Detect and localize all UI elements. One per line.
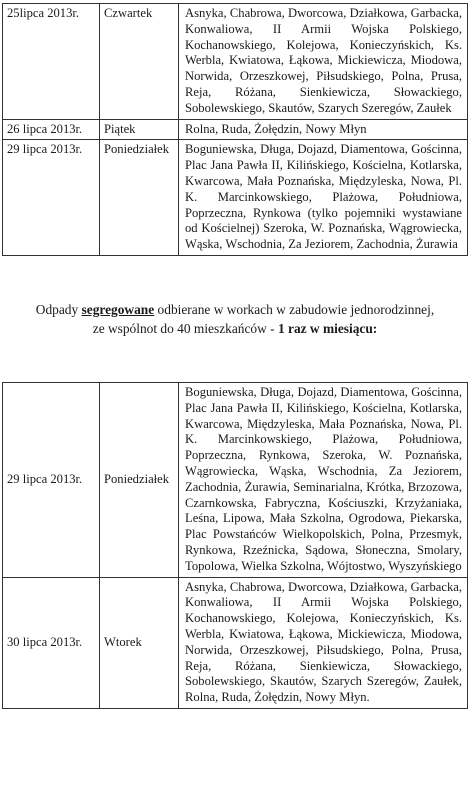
heading-text: odbierane w workach w zabudowie jednorodzinnej, (154, 302, 435, 317)
heading-frequency: 1 raz w miesiącu: (277, 321, 378, 336)
schedule-table-2 (2, 382, 468, 709)
table-row (3, 4, 468, 120)
heading-line-2 (0, 319, 470, 338)
streets-cell: Boguniewska, Długa, Dojazd, Diamentowa, Gościnna, Plac Jana Pawła II, Kilińskiego, Kościelna, Kotlarska, Kwarcowa, Mała Poznańska, Międzyleska, Nowa, Pl. K. Marcinkowskiego, Plażowa, Południowa, Poprzeczna, Rynkowa (tylko pojemniki wystawiane od Kościelnej) Szeroka, W. Poznańska, Wągrowiecka, Wąska, Wschodnia, Za Jeziorem, Zachodnia, Żurawia (179, 140, 468, 256)
section-heading (0, 300, 470, 338)
streets-cell: Asnyka, Chabrowa, Dworcowa, Działkowa, Garbacka, Konwaliowa, II Armii Wojska Polskiego, Kochanowskiego, Kolejowa, Konieczyńskich, Ks. Werbla, Kwiatowa, Łąkowa, Mickiewicza, Miodowa, Norwida, Orzeszkowej, Piłsudskiego, Polna, Prusa, Reja, Różana, Sienkiewicza, Słowackiego, Sobolewskiego, Skautów, Szarych Szeregów, Zaułek, Rolna, Ruda, Żołędzin, Nowy Młyn. (179, 577, 468, 708)
heading-line-1 (0, 300, 470, 319)
day-cell: Czwartek (100, 4, 179, 120)
table-row (3, 383, 468, 578)
date-cell: 29 lipca 2013r. (3, 140, 100, 256)
date-cell: 26 lipca 2013r. (3, 119, 100, 140)
table-row (3, 119, 468, 140)
heading-emphasis: segregowane (81, 302, 155, 317)
date-cell: 25lipca 2013r. (3, 4, 100, 120)
table-row (3, 140, 468, 256)
streets-cell: Boguniewska, Długa, Dojazd, Diamentowa, Gościnna, Plac Jana Pawła II, Kilińskiego, Kościelna, Kotlarska, Kwarcowa, Międzyleska, Mała Poznańska, Nowa, Pl. K. Marcinkowskiego, Plażowa, Południowa, Poprzeczna, Rynkowa, Szeroka, W. Poznańska, Wągrowiecka, Wąska, Wschodnia, Za Jeziorem, Zachodnia, Żurawia, Seminarialna, Krótka, Brzozowa, Czarnkowska, Fabryczna, Kościuszki, Krzyżaniaka, Leśna, Lipowa, Mała Szkolna, Ogrodowa, Piekarska, Plac Powstańców Wielkopolskich, Polna, Przesmyk, Rynkowa, Rzeźnicka, Sądowa, Słoneczna, Smolary, Topolowa, Wielka Szkolna, Wójtostwo, Wyszyńskiego (179, 383, 468, 578)
date-cell: 30 lipca 2013r. (3, 577, 100, 708)
day-cell: Poniedziałek (100, 383, 179, 578)
heading-text: ze wspólnot do 40 mieszkańców - (92, 321, 278, 336)
streets-cell: Rolna, Ruda, Żołędzin, Nowy Młyn (179, 119, 468, 140)
day-cell: Poniedziałek (100, 140, 179, 256)
heading-text: Odpady (35, 302, 82, 317)
schedule-table-1 (2, 3, 468, 256)
streets-cell: Asnyka, Chabrowa, Dworcowa, Działkowa, Garbacka, Konwaliowa, II Armii Wojska Polskiego, Kochanowskiego, Kolejowa, Konieczyńskich, Ks. Werbla, Kwiatowa, Łąkowa, Mickiewicza, Miodowa, Norwida, Orzeszkowej, Piłsudskiego, Polna, Prusa, Reja, Różana, Sienkiewicza, Słowackiego, Sobolewskiego, Skautów, Szarych Szeregów, Zaułek (179, 4, 468, 120)
date-cell: 29 lipca 2013r. (3, 383, 100, 578)
table-row (3, 577, 468, 708)
day-cell: Wtorek (100, 577, 179, 708)
day-cell: Piątek (100, 119, 179, 140)
